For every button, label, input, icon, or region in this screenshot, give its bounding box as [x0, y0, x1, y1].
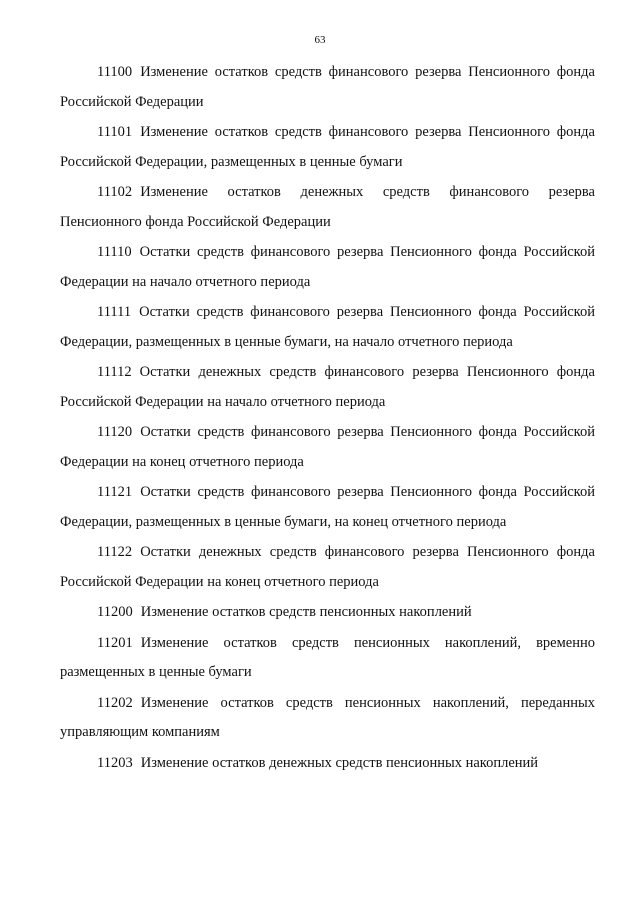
entry-code: 11112	[97, 364, 132, 380]
entry-11202	[60, 689, 595, 748]
entry-text: Изменение остатков денежных средств финансового резерва Пенсионного фонда Российской Федерации	[60, 184, 595, 230]
entry-list	[60, 58, 595, 779]
entry-code: 11100	[97, 64, 133, 80]
entry-text: Изменение остатков средств пенсионных накоплений, временно размещенных в ценные бумаги	[60, 634, 595, 680]
entry-text: Остатки средств финансового резерва Пенсионного фонда Российской Федерации, размещенных в ценные бумаги, на начало отчетного периода	[60, 304, 595, 350]
entry-11111	[60, 298, 595, 357]
entry-11200	[60, 598, 595, 628]
entry-text: Изменение остатков денежных средств пенсионных накоплений	[140, 754, 539, 771]
entry-text: Изменение остатков средств финансового резерва Пенсионного фонда Российской Федерации	[60, 64, 595, 110]
entry-11120	[60, 418, 595, 477]
entry-text: Остатки денежных средств финансового резерва Пенсионного фонда Российской Федерации на конец отчетного периода	[60, 544, 595, 590]
entry-code: 11111	[97, 304, 132, 320]
entry-code: 11200	[97, 604, 133, 620]
entry-text: Остатки средств финансового резерва Пенсионного фонда Российской Федерации, размещенных в ценные бумаги, на конец отчетного периода	[60, 484, 595, 530]
entry-text: Изменение остатков средств пенсионных накоплений, переданных управляющим компаниям	[60, 694, 595, 740]
entry-11101	[60, 118, 595, 177]
entry-11201	[60, 629, 595, 688]
entry-code: 11120	[97, 424, 133, 440]
entry-code: 11122	[97, 544, 133, 560]
entry-code: 11203	[97, 754, 133, 771]
entry-text: Изменение остатков средств пенсионных накоплений	[140, 604, 472, 620]
entry-11110	[60, 238, 595, 297]
entry-11112	[60, 358, 595, 417]
entry-text: Остатки средств финансового резерва Пенсионного фонда Российской Федерации на начало отчетного периода	[60, 244, 595, 290]
entry-text: Остатки средств финансового резерва Пенсионного фонда Российской Федерации на конец отчетного периода	[60, 424, 595, 470]
page-number: 63	[314, 34, 326, 46]
entry-code: 11110	[97, 244, 132, 260]
entry-code: 11101	[97, 124, 133, 140]
entry-code: 11121	[97, 484, 133, 500]
entry-11100	[60, 58, 595, 117]
entry-text: Изменение остатков средств финансового резерва Пенсионного фонда Российской Федерации, размещенных в ценные бумаги	[60, 124, 595, 170]
entry-11121	[60, 478, 595, 537]
entry-code: 11202	[97, 694, 133, 711]
entry-code: 11201	[97, 634, 133, 651]
entry-11122	[60, 538, 595, 597]
entry-11102	[60, 178, 595, 237]
entry-text: Остатки денежных средств финансового резерва Пенсионного фонда Российской Федерации на начало отчетного периода	[60, 364, 595, 410]
entry-code: 11102	[97, 184, 133, 200]
entry-11203	[60, 749, 595, 779]
